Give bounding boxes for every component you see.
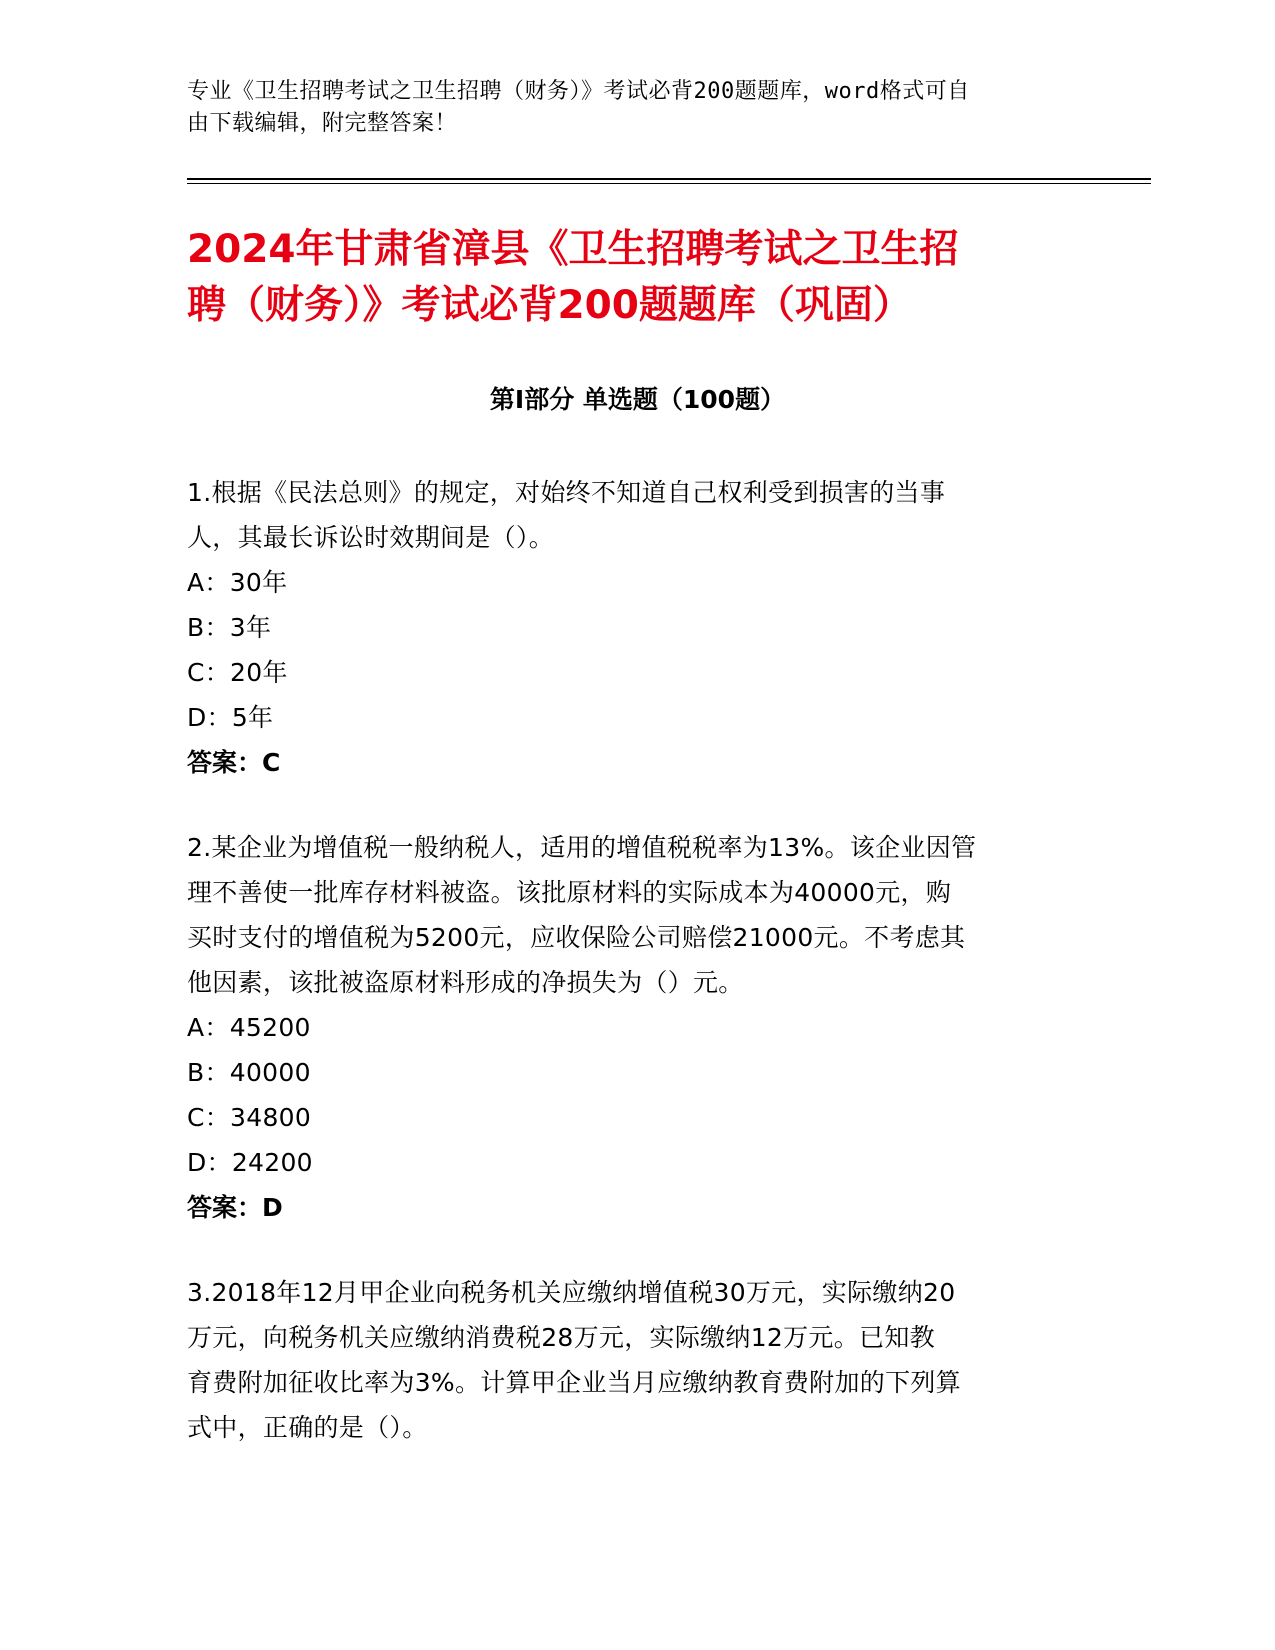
question-stem-line: 1.根据《民法总则》的规定，对始终不知道自己权利受到损害的当事 <box>187 478 946 507</box>
option-d: D：24200 <box>187 1148 313 1177</box>
option-c: C：20年 <box>187 658 288 687</box>
question-3 <box>187 1270 1067 1450</box>
section-heading: 第Ⅰ部分 单选题（100题） <box>489 385 786 414</box>
option-a: A：45200 <box>187 1013 311 1042</box>
question-stem-line: 买时支付的增值税为5200元，应收保险公司赔偿21000元。不考虑其 <box>187 923 966 952</box>
header-divider-thick <box>187 178 1151 180</box>
question-stem-line: 理不善使一批库存材料被盗。该批原材料的实际成本为40000元，购 <box>187 878 952 907</box>
header-note <box>187 76 1067 140</box>
option-d: D：5年 <box>187 703 274 732</box>
header-divider-thin <box>187 183 1151 184</box>
header-note-line-1: 专业《卫生招聘考试之卫生招聘（财务）》考试必背200题题库，word格式可自 <box>187 79 970 104</box>
option-a: A：30年 <box>187 568 288 597</box>
question-stem-line: 人，其最长诉讼时效期间是（）。 <box>187 523 555 552</box>
option-b: B：40000 <box>187 1058 311 1087</box>
option-b: B：3年 <box>187 613 272 642</box>
question-stem-line: 他因素，该批被盗原材料形成的净损失为（）元。 <box>187 968 744 997</box>
answer: 答案：C <box>187 748 281 777</box>
header-note-line-2: 由下载编辑，附完整答案！ <box>187 111 458 136</box>
document-title-line-2: 聘（财务）》考试必背200题题库（巩固） <box>187 283 912 328</box>
question-1 <box>187 470 1067 785</box>
question-stem-line: 2.某企业为增值税一般纳税人，适用的增值税税率为13%。该企业因管 <box>187 833 977 862</box>
answer: 答案：D <box>187 1193 283 1222</box>
question-stem-line: 育费附加征收比率为3%。计算甲企业当月应缴纳教育费附加的下列算 <box>187 1368 961 1397</box>
document-title-line-1: 2024年甘肃省漳县《卫生招聘考试之卫生招 <box>187 227 959 272</box>
question-stem-line: 式中，正确的是（）。 <box>187 1413 428 1442</box>
question-list <box>187 470 1067 1490</box>
document-title <box>187 222 1087 334</box>
question-stem-line: 万元，向税务机关应缴纳消费税28万元，实际缴纳12万元。已知教 <box>187 1323 935 1352</box>
question-2 <box>187 825 1067 1230</box>
option-c: C：34800 <box>187 1103 312 1132</box>
question-stem-line: 3.2018年12月甲企业向税务机关应缴纳增值税30万元，实际缴纳20 <box>187 1278 956 1307</box>
